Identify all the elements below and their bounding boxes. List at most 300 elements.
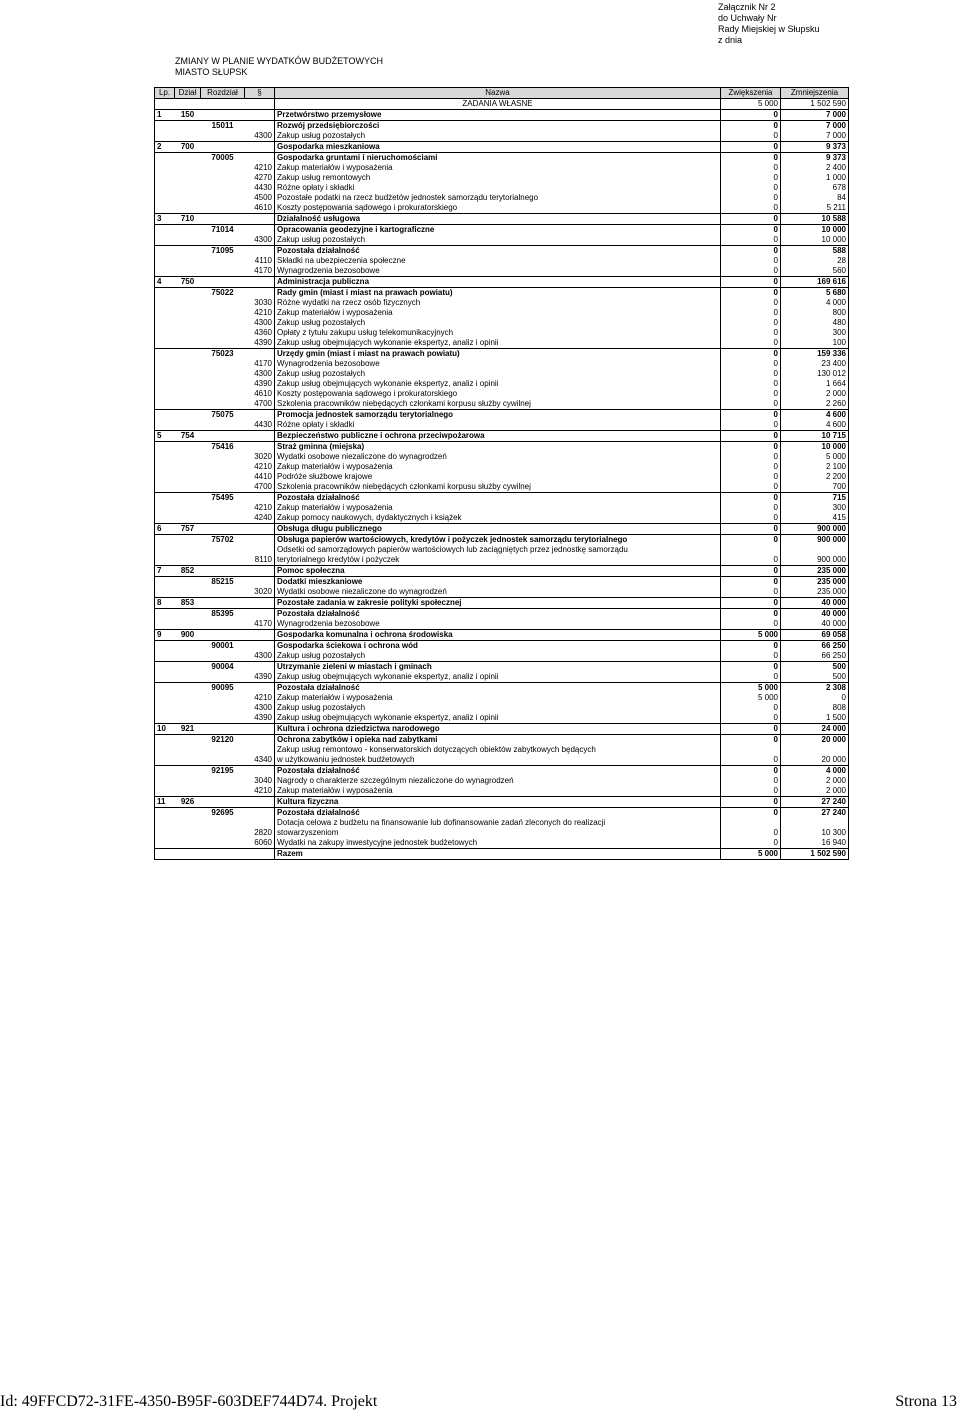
cell-rozdzial: [201, 359, 245, 369]
cell-zmniejszenia: 4 600: [781, 420, 849, 431]
cell-dzial: [175, 203, 201, 214]
cell-lp: [155, 513, 175, 524]
cell-zwiekszenia: 0: [721, 193, 781, 203]
cell-nazwa: Pozostała działalność: [275, 683, 721, 694]
cell-nazwa: Administracja publiczna: [275, 277, 721, 288]
cell-lp: [155, 153, 175, 164]
cell-nazwa: Pozostałe podatki na rzecz budżetów jednostek samorządu terytorialnego: [275, 193, 721, 203]
cell-zwiekszenia: 0: [721, 203, 781, 214]
cell-zwiekszenia: 0: [721, 482, 781, 493]
cell-zmniejszenia: 84: [781, 193, 849, 203]
cell-rozdzial: [201, 131, 245, 142]
name-line: stowarzyszeniom: [277, 828, 339, 837]
cell-rozdzial: [201, 266, 245, 277]
cell-lp: [155, 183, 175, 193]
cell-dzial: [175, 246, 201, 257]
cell-rozdzial: [201, 338, 245, 349]
cell-nazwa: Zakup usług pozostałych: [275, 369, 721, 379]
cell-paragraf: [245, 431, 275, 442]
cell-nazwa: Zakup usług pozostałych: [275, 131, 721, 142]
cell-zwiekszenia: 0: [721, 472, 781, 482]
cell-paragraf: [245, 535, 275, 546]
cell-paragraf: 4300: [254, 369, 272, 378]
cell-nazwa: Wydatki osobowe niezaliczone do wynagrodzeń: [275, 452, 721, 462]
cell-zwiekszenia: 0: [721, 524, 781, 535]
cell-rozdzial: [201, 318, 245, 328]
cell-lp: [155, 369, 175, 379]
cell-zmniejszenia: 10 000: [781, 235, 849, 246]
cell-dzial: 750: [175, 277, 201, 288]
cell-lp: [155, 849, 175, 860]
cell-rozdzial: 71095: [201, 246, 245, 257]
cell-dzial: [175, 503, 201, 513]
cell-lp: [155, 818, 175, 838]
cell-dzial: [175, 493, 201, 504]
cell-lp: [155, 838, 175, 849]
cell-lp: [155, 641, 175, 652]
cell-nazwa: Zakup materiałów i wyposażenia: [275, 786, 721, 797]
cell-paragraf: [245, 153, 275, 164]
table-row: [155, 672, 849, 683]
cell-paragraf: 4210: [254, 786, 272, 795]
cell-zwiekszenia: 0: [721, 389, 781, 399]
cell-paragraf: [245, 225, 275, 236]
cell-lp: [155, 163, 175, 173]
cell-zmniejszenia: 10 715: [781, 431, 849, 442]
cell-paragraf: [245, 277, 275, 288]
cell-zmniejszenia: 1 502 590: [781, 99, 849, 110]
cell-nazwa: Różne opłaty i składki: [275, 420, 721, 431]
table-row: [155, 442, 849, 453]
table-row: [155, 838, 849, 849]
cell-dzial: [175, 838, 201, 849]
cell-nazwa: Pozostała działalność: [275, 609, 721, 620]
cell-lp: [155, 288, 175, 299]
cell-rozdzial: [201, 797, 245, 808]
cell-rozdzial: [201, 472, 245, 482]
cell-lp: [155, 379, 175, 389]
cell-zwiekszenia: 0: [721, 838, 781, 849]
table-row: [155, 735, 849, 746]
cell-rozdzial: 70005: [201, 153, 245, 164]
cell-zmniejszenia: 23 400: [781, 359, 849, 369]
cell-zmniejszenia: 10 000: [781, 442, 849, 453]
table-row: [155, 99, 849, 110]
cell-zmniejszenia: 24 000: [781, 724, 849, 735]
cell-rozdzial: [201, 587, 245, 598]
cell-dzial: 921: [175, 724, 201, 735]
cell-paragraf: 4610: [254, 203, 272, 212]
cell-paragraf: [245, 609, 275, 620]
cell-dzial: [175, 389, 201, 399]
cell-dzial: [175, 420, 201, 431]
cell-dzial: [175, 256, 201, 266]
cell-dzial: [175, 121, 201, 132]
cell-paragraf: [245, 288, 275, 299]
cell-paragraf: 3040: [254, 776, 272, 785]
col-rozdzial: Rozdział: [201, 88, 245, 99]
name-line: Odsetki od samorządowych papierów wartościowych lub zaciągniętych przez jednostkę samorządu: [277, 545, 628, 554]
table-row: [155, 338, 849, 349]
cell-zwiekszenia: 0: [721, 214, 781, 225]
cell-zwiekszenia: 0: [721, 266, 781, 277]
cell-paragraf: 4300: [254, 235, 272, 244]
cell-zmniejszenia: 20 000: [781, 745, 849, 766]
cell-nazwa: Podróże służbowe krajowe: [275, 472, 721, 482]
cell-zwiekszenia: 0: [721, 452, 781, 462]
cell-paragraf: [245, 683, 275, 694]
cell-lp: [155, 672, 175, 683]
cell-zwiekszenia: 0: [721, 431, 781, 442]
cell-nazwa: [275, 818, 721, 838]
cell-zwiekszenia: 0: [721, 776, 781, 786]
cell-zwiekszenia: 0: [721, 703, 781, 713]
cell-paragraf: 4610: [254, 389, 272, 398]
cell-rozdzial: [201, 256, 245, 266]
cell-zwiekszenia: 5 000: [721, 683, 781, 694]
cell-zmniejszenia: 7 000: [781, 110, 849, 121]
table-row: [155, 472, 849, 482]
cell-nazwa: Zakup pomocy naukowych, dydaktycznych i książek: [275, 513, 721, 524]
cell-dzial: [175, 349, 201, 360]
cell-zmniejszenia: 2 000: [781, 389, 849, 399]
cell-nazwa: Pozostała działalność: [275, 493, 721, 504]
cell-nazwa: Pozostała działalność: [275, 246, 721, 257]
table-row: [155, 266, 849, 277]
cell-zwiekszenia: 5 000: [721, 693, 781, 703]
cell-nazwa: Zakup usług obejmujących wykonanie ekspertyz, analiz i opinii: [275, 338, 721, 349]
cell-zmniejszenia: 2 260: [781, 399, 849, 410]
cell-lp: [155, 410, 175, 421]
cell-rozdzial: 75702: [201, 535, 245, 546]
cell-paragraf: 3020: [254, 587, 272, 596]
cell-zwiekszenia: 0: [721, 298, 781, 308]
cell-zwiekszenia: 0: [721, 399, 781, 410]
cell-dzial: 710: [175, 214, 201, 225]
cell-paragraf: 4300: [254, 131, 272, 140]
cell-nazwa: Szkolenia pracowników niebędących członkami korpusu służby cywilnej: [275, 399, 721, 410]
cell-dzial: [175, 338, 201, 349]
cell-zmniejszenia: 2 000: [781, 776, 849, 786]
cell-zwiekszenia: 0: [721, 735, 781, 746]
cell-zmniejszenia: 69 058: [781, 630, 849, 641]
cell-lp: [155, 193, 175, 203]
cell-zmniejszenia: 2 100: [781, 462, 849, 472]
cell-zwiekszenia: 0: [721, 225, 781, 236]
document-subtitle: MIASTO SŁUPSK: [175, 67, 248, 77]
cell-zmniejszenia: 10 300: [781, 818, 849, 838]
cell-lp: [155, 683, 175, 694]
cell-rozdzial: [201, 110, 245, 121]
cell-dzial: [175, 672, 201, 683]
table-row: [155, 131, 849, 142]
cell-zmniejszenia: 300: [781, 503, 849, 513]
cell-dzial: [175, 786, 201, 797]
table-row: [155, 766, 849, 777]
cell-rozdzial: 92195: [201, 766, 245, 777]
cell-dzial: [175, 745, 201, 766]
cell-dzial: [175, 225, 201, 236]
cell-zmniejszenia: 40 000: [781, 609, 849, 620]
cell-zmniejszenia: 1 000: [781, 173, 849, 183]
cell-zwiekszenia: 0: [721, 163, 781, 173]
cell-lp: [155, 328, 175, 338]
cell-zmniejszenia: 678: [781, 183, 849, 193]
cell-zmniejszenia: 10 000: [781, 225, 849, 236]
cell-dzial: [175, 410, 201, 421]
cell-dzial: [175, 651, 201, 662]
cell-rozdzial: [201, 503, 245, 513]
cell-lp: 5: [155, 431, 175, 442]
table-row: [155, 235, 849, 246]
cell-rozdzial: [201, 399, 245, 410]
table-row: [155, 399, 849, 410]
cell-paragraf: [245, 630, 275, 641]
cell-lp: [155, 359, 175, 369]
cell-dzial: 150: [175, 110, 201, 121]
cell-dzial: [175, 318, 201, 328]
cell-lp: [155, 349, 175, 360]
cell-zwiekszenia: 0: [721, 724, 781, 735]
cell-lp: [155, 713, 175, 724]
cell-zwiekszenia: 0: [721, 503, 781, 513]
table-row: [155, 110, 849, 121]
cell-nazwa: Wydatki osobowe niezaliczone do wynagrodzeń: [275, 587, 721, 598]
cell-paragraf: 4210: [254, 693, 272, 702]
cell-paragraf: [245, 410, 275, 421]
cell-dzial: [175, 577, 201, 588]
cell-zwiekszenia: 0: [721, 328, 781, 338]
cell-nazwa: Zakup materiałów i wyposażenia: [275, 693, 721, 703]
cell-lp: [155, 766, 175, 777]
table-row: [155, 193, 849, 203]
cell-zmniejszenia: 5 211: [781, 203, 849, 214]
cell-dzial: [175, 99, 201, 110]
cell-rozdzial: [201, 183, 245, 193]
cell-paragraf: 4170: [254, 266, 272, 275]
cell-zwiekszenia: 0: [721, 359, 781, 369]
name-line: Zakup usług remontowo - konserwatorskich dotyczących obiektów zabytkowych będących: [277, 745, 596, 754]
table-row: [155, 389, 849, 399]
cell-zwiekszenia: 0: [721, 619, 781, 630]
cell-zmniejszenia: 560: [781, 266, 849, 277]
cell-zmniejszenia: 10 588: [781, 214, 849, 225]
cell-zmniejszenia: 100: [781, 338, 849, 349]
cell-paragraf: 3030: [254, 298, 272, 307]
cell-zwiekszenia: 0: [721, 566, 781, 577]
cell-rozdzial: [201, 452, 245, 462]
cell-lp: [155, 99, 175, 110]
cell-rozdzial: [201, 462, 245, 472]
cell-zwiekszenia: 0: [721, 173, 781, 183]
table-row: [155, 369, 849, 379]
cell-lp: [155, 472, 175, 482]
cell-nazwa: Zakup materiałów i wyposażenia: [275, 308, 721, 318]
table-row: [155, 598, 849, 609]
cell-nazwa: Zakup usług pozostałych: [275, 703, 721, 713]
table-row: [155, 566, 849, 577]
cell-dzial: [175, 379, 201, 389]
cell-paragraf: 4210: [254, 308, 272, 317]
col-paragraf: §: [245, 88, 275, 99]
cell-nazwa: Straż gminna (miejska): [275, 442, 721, 453]
cell-zmniejszenia: 66 250: [781, 641, 849, 652]
cell-nazwa: Rozwój przedsiębiorczości: [275, 121, 721, 132]
cell-zmniejszenia: 40 000: [781, 619, 849, 630]
cell-paragraf: [245, 808, 275, 819]
cell-lp: [155, 493, 175, 504]
cell-lp: [155, 256, 175, 266]
cell-zwiekszenia: 0: [721, 598, 781, 609]
table-row: [155, 724, 849, 735]
cell-zmniejszenia: 4 000: [781, 298, 849, 308]
cell-zmniejszenia: 2 308: [781, 683, 849, 694]
cell-rozdzial: [201, 203, 245, 214]
cell-lp: 6: [155, 524, 175, 535]
cell-lp: [155, 577, 175, 588]
cell-zmniejszenia: 66 250: [781, 651, 849, 662]
cell-rozdzial: [201, 818, 245, 838]
table-row: [155, 431, 849, 442]
table-row: [155, 318, 849, 328]
cell-lp: [155, 503, 175, 513]
cell-zwiekszenia: 0: [721, 338, 781, 349]
cell-rozdzial: 92695: [201, 808, 245, 819]
cell-lp: 2: [155, 142, 175, 153]
cell-paragraf: 4300: [254, 703, 272, 712]
cell-paragraf: 2820: [254, 828, 272, 837]
cell-zmniejszenia: 9 373: [781, 153, 849, 164]
cell-zwiekszenia: 0: [721, 246, 781, 257]
cell-paragraf: [245, 641, 275, 652]
annex-line: z dnia: [718, 35, 743, 45]
cell-zwiekszenia: 0: [721, 587, 781, 598]
table-row: [155, 163, 849, 173]
cell-paragraf: 4390: [254, 713, 272, 722]
cell-zwiekszenia: 0: [721, 808, 781, 819]
cell-nazwa: Opłaty z tytułu zakupu usług telekomunikacyjnych: [275, 328, 721, 338]
cell-nazwa: Zakup usług pozostałych: [275, 651, 721, 662]
table-row: [155, 641, 849, 652]
table-row: [155, 703, 849, 713]
table-row: [155, 493, 849, 504]
cell-nazwa: [275, 745, 721, 766]
table-row: [155, 298, 849, 308]
cell-zwiekszenia: 0: [721, 745, 781, 766]
annex-line: Rady Miejskiej w Słupsku: [718, 24, 820, 34]
cell-nazwa: Pomoc społeczna: [275, 566, 721, 577]
cell-nazwa: Pozostała działalność: [275, 808, 721, 819]
cell-lp: [155, 298, 175, 308]
cell-zwiekszenia: 0: [721, 277, 781, 288]
cell-nazwa: Kultura fizyczna: [275, 797, 721, 808]
page-number: Strona 13: [895, 1393, 957, 1410]
cell-zmniejszenia: 130 012: [781, 369, 849, 379]
cell-nazwa: Rady gmin (miast i miast na prawach powiatu): [275, 288, 721, 299]
cell-lp: [155, 693, 175, 703]
cell-paragraf: 4390: [254, 379, 272, 388]
cell-rozdzial: [201, 776, 245, 786]
cell-paragraf: 4170: [254, 619, 272, 628]
cell-dzial: [175, 513, 201, 524]
cell-zwiekszenia: 0: [721, 545, 781, 566]
cell-dzial: [175, 662, 201, 673]
cell-rozdzial: 75495: [201, 493, 245, 504]
table-row: [155, 786, 849, 797]
cell-rozdzial: 75023: [201, 349, 245, 360]
cell-lp: [155, 651, 175, 662]
table-header-row: [155, 88, 849, 99]
cell-nazwa: [275, 545, 721, 566]
cell-rozdzial: [201, 389, 245, 399]
cell-dzial: [175, 619, 201, 630]
cell-nazwa: Wynagrodzenia bezosobowe: [275, 619, 721, 630]
cell-zmniejszenia: 159 336: [781, 349, 849, 360]
table-row: [155, 776, 849, 786]
cell-paragraf: [245, 246, 275, 257]
table-row: [155, 651, 849, 662]
cell-lp: [155, 535, 175, 546]
cell-lp: [155, 786, 175, 797]
cell-rozdzial: [201, 630, 245, 641]
cell-paragraf: 3020: [254, 452, 272, 461]
cell-zwiekszenia: 0: [721, 651, 781, 662]
cell-paragraf: [245, 214, 275, 225]
name-line: terytorialnego kredytów i pożyczek: [277, 555, 400, 564]
cell-rozdzial: [201, 482, 245, 493]
table-row: [155, 121, 849, 132]
cell-zmniejszenia: 900 000: [781, 535, 849, 546]
cell-paragraf: [245, 577, 275, 588]
cell-dzial: [175, 703, 201, 713]
cell-nazwa: Promocja jednostek samorządu terytorialnego: [275, 410, 721, 421]
table-row: [155, 183, 849, 193]
cell-lp: [155, 703, 175, 713]
cell-lp: [155, 399, 175, 410]
cell-paragraf: [245, 735, 275, 746]
cell-zwiekszenia: 0: [721, 442, 781, 453]
cell-rozdzial: 92120: [201, 735, 245, 746]
table-row: [155, 153, 849, 164]
cell-dzial: [175, 399, 201, 410]
cell-paragraf: 4390: [254, 338, 272, 347]
cell-zwiekszenia: 0: [721, 308, 781, 318]
cell-zmniejszenia: 300: [781, 328, 849, 338]
cell-zmniejszenia: 900 000: [781, 545, 849, 566]
cell-paragraf: [245, 142, 275, 153]
cell-paragraf: [245, 442, 275, 453]
cell-zmniejszenia: 7 000: [781, 121, 849, 132]
table-row: [155, 713, 849, 724]
cell-lp: [155, 452, 175, 462]
cell-dzial: [175, 452, 201, 462]
cell-nazwa: Przetwórstwo przemysłowe: [275, 110, 721, 121]
table-row: [155, 577, 849, 588]
cell-paragraf: [245, 797, 275, 808]
cell-zwiekszenia: 0: [721, 577, 781, 588]
cell-dzial: [175, 442, 201, 453]
cell-dzial: [175, 641, 201, 652]
cell-rozdzial: [201, 566, 245, 577]
cell-paragraf: 4500: [254, 193, 272, 202]
cell-lp: [155, 745, 175, 766]
cell-zwiekszenia: 0: [721, 379, 781, 389]
cell-zwiekszenia: 0: [721, 513, 781, 524]
cell-zwiekszenia: 0: [721, 713, 781, 724]
col-lp: Lp.: [155, 88, 175, 99]
cell-nazwa: Dodatki mieszkaniowe: [275, 577, 721, 588]
cell-paragraf: [245, 349, 275, 360]
